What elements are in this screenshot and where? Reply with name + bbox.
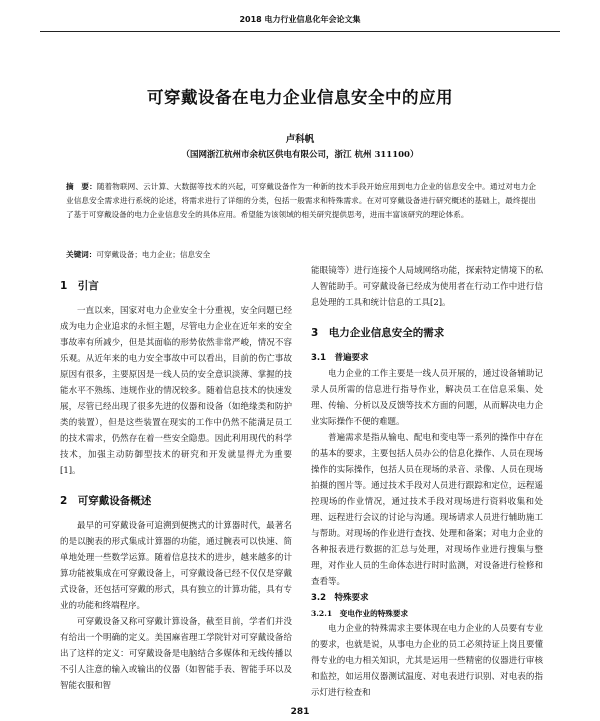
running-header: 2018 电力行业信息化年会论文集 [239, 15, 361, 24]
section-heading-intro: 1 引言 [60, 280, 99, 292]
left-column [60, 264, 292, 694]
wearables-paragraph-2: 可穿戴设备又称可穿戴计算设备，截至目前，学者们并没有给出一个明确的定义。美国麻省理工学院针对可穿戴设备给出了这样的定义：可穿戴设备是电脑结合多媒体和无线传播以不引人注意的输入或输出的仪器（如智能手表、智能手环以及智能衣服和智 [60, 617, 292, 691]
intro-paragraph: 一直以来，国家对电力企业安全十分重视，安全问题已经成为电力企业追求的永恒主题，尽管电力企业在近年来的安全事故率有所减少，但是其面临的形势依然非常严峻，情况不容乐观。从近年来的电力安全事故中可以看出，目前的伤亡事故原因有很多，主要原因是一线人员的安全意识淡薄、掌握的技能水平不熟练、违规作业的情况较多。随着信息技术的快速发展，尽管已经出现了很多先进的仪器和设备（如绝缘类和防护类的装置），但是这些装置在现实的工作中仍然不能满足员工的技术需求，仍然存在着一些安全隐患。因此利用现代的科学技术，加强主动防御型技术的研究和开发就显得尤为重要[1]。 [60, 306, 292, 476]
keywords-label: 关键词： [66, 250, 97, 259]
abstract-label: 摘 要： [66, 182, 97, 191]
requirements-paragraph-2: 普遍需求是指从输电、配电和变电等一系列的操作中存在的基本的要求，主要包括人员办公的信息化操作、人员在现场操作的实际操作，包括人员在现场的录音、录像、人员在现场拍摄的图片等。通过技术手段对人员进行跟踪和定位，远程遥控现场的作业情况，通过技术手段对现场进行资料收集和处理、远程进行会议的讨论与沟通。现场请求人员进行辅助施工与帮助。对现场的作业进行查找、处理和备案；对电力企业的各种报表进行数据的汇总与处理，对现场作业进行搜集与整理，对作业人员的生命体态进行时时监测，对设备进行检修和查看等。 [311, 433, 543, 587]
requirements-paragraph-3: 电力企业的特殊需求主要体现在电力企业的人员要有专业的要求，也就是说，从事电力企业的员工必须持证上岗且要懂得专业的电力相关知识，尤其是运用一些精密的仪器进行审核和监控，如运用仪器测试温度、对电表进行识别、对电表的指示灯进行检查和 [311, 624, 543, 698]
section-heading-requirements: 3 电力企业信息安全的需求 [311, 327, 445, 339]
section-heading-wearables: 2 可穿戴设备概述 [60, 495, 152, 507]
author-affiliation: （国网浙江杭州市余杭区供电有限公司，浙江 杭州 311100） [181, 150, 419, 160]
subsection-heading-general: 3.1 普遍要求 [311, 353, 369, 363]
subsection-heading-special: 3.2 特殊要求 [311, 593, 369, 603]
subsubsection-heading-substation: 3.2.1 变电作业的特殊要求 [311, 609, 409, 618]
abstract-block [66, 180, 536, 223]
requirements-paragraph-1: 电力企业的工作主要是一线人员开展的，通过设备辅助记录人员所需的信息进行指导作业，解决员工在信息采集、处理、传输、分析以及反馈等技术方面的问题，从而解决电力企业实际操作不便的难题。 [311, 369, 543, 427]
abstract-text: 随着物联网、云计算、大数据等技术的兴起，可穿戴设备作为一种新的技术手段开始应用到电力企业的信息安全中。通过对电力企业信息安全需求进行系统的论述，将需求进行了详细的分类，包括一般需求和特殊需求。在对可穿戴设备进行研究概述的基础上，最终提出了基于可穿戴设备的电力企业信息安全的具体应用。希望能为该领域的相关研究提供思考，进而丰富该研究的理论体系。 [66, 182, 536, 220]
paper-title: 可穿戴设备在电力企业信息安全中的应用 [147, 88, 453, 107]
wearables-paragraph-continued: 能眼镜等）进行连接个人局域网络功能，探索特定情境下的私人智能助手。可穿戴设备已经成为使用者在行动工作中进行信息处理的工具和统计信息的工具[2]。 [311, 266, 543, 308]
keywords-block [66, 248, 536, 262]
header-divider [40, 31, 560, 32]
keywords-text: 可穿戴设备；电力企业；信息安全 [96, 250, 211, 259]
page-number: 281 [290, 707, 310, 717]
right-column [311, 263, 543, 701]
wearables-paragraph-1: 最早的可穿戴设备可追溯到便携式的计算器时代，最著名的是以腕表的形式集成计算器的功能，通过腕表可以快速、简单地处理一些数学运算。随着信息技术的进步，越来越多的计算功能被集成在可穿戴设备上，可穿戴设备已经不仅仅是穿戴式设备，还包括可穿戴的形式，具有独立的计算功能，具有专业的功能和终端程序。 [60, 521, 292, 611]
author-name: 卢科帆 [285, 134, 315, 145]
